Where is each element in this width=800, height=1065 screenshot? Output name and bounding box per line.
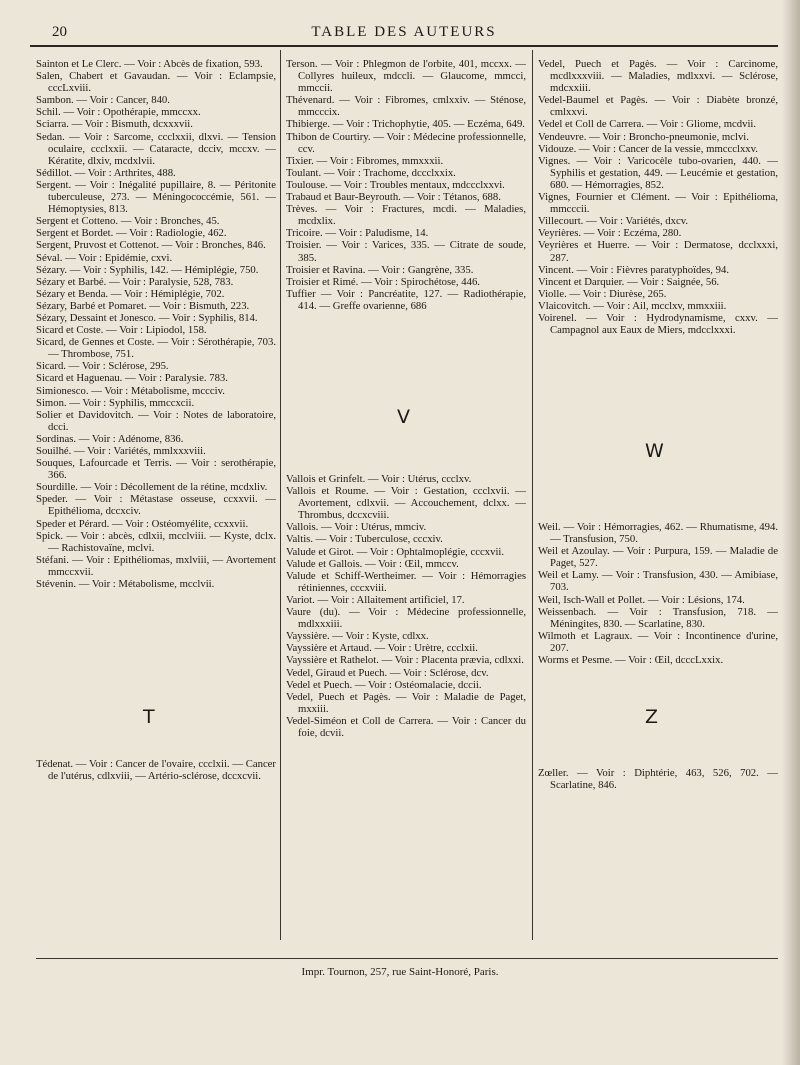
index-entry: Toulouse. — Voir : Troubles mentaux, mdccclxxvi. xyxy=(286,178,505,191)
index-entry: Vallois. — Voir : Utérus, mmciv. xyxy=(286,521,427,534)
index-entry: Thibierge. — Voir : Trichophytie, 405. — Eczéma, 649. xyxy=(286,118,525,131)
index-entry: Sézary et Barbé. — Voir : Paralysie, 528, 783. xyxy=(36,275,234,288)
index-entry: Voirenel. — Voir : Hydrodynamisme, cxxv. — Campagnol aux Eaux de Miers, mdcclxxxi. xyxy=(538,311,778,337)
column-divider-2 xyxy=(532,50,533,940)
index-entry: Troisier et Rimé. — Voir : Spirochétose, 446. xyxy=(286,275,480,288)
index-entry: Sicard et Haguenau. — Voir : Paralysie. 783. xyxy=(36,372,228,385)
index-entry: Tuffier — Voir : Pancréatite, 127. — Radiothérapie, 414. — Greffe ovarienne, 686 xyxy=(286,287,526,312)
index-entry: Vaure (du). — Voir : Médecine professionnelle, mdlxxxiii. xyxy=(286,606,526,631)
index-entry: Vayssière et Artaud. — Voir : Urètre, ccclxii. xyxy=(286,642,478,655)
index-entry: Vayssière et Rathelot. — Voir : Placenta prævia, cdlxxi. xyxy=(286,654,524,667)
index-entry: Variot. — Voir : Allaitement artificiel, 17. xyxy=(286,593,465,606)
index-entry: Thibon de Courtiry. — Voir : Médecine professionnelle, ccv. xyxy=(286,130,526,155)
page-header xyxy=(30,22,778,44)
index-entry: Trabaud et Baur-Beyrouth. — Voir : Tétanos, 688. xyxy=(286,191,501,204)
index-entry: Sergent et Bordet. — Voir : Radiologie, 462. xyxy=(36,227,227,240)
index-entry: Solier et Davidovitch. — Voir : Notes de laboratoire, dcci. xyxy=(36,408,276,433)
index-entry: Vlaicovitch. — Voir : Ail, mcclxv, mmxxiii. xyxy=(538,299,727,312)
index-entry: Séval. — Voir : Epidémie, cxvi. xyxy=(36,251,173,264)
column-3 xyxy=(538,58,778,948)
index-entry: Valude et Girot. — Voir : Ophtalmoplégie, cccxvii. xyxy=(286,545,505,558)
index-entry: Sourdille. — Voir : Décollement de la rétine, mcdxliv. xyxy=(36,481,268,494)
page-edge-shadow xyxy=(782,0,800,1065)
column-1-entries xyxy=(36,58,276,590)
section-t-entries xyxy=(36,758,276,798)
index-entry: Vendeuvre. — Voir : Broncho-pneumonie, mclvi. xyxy=(538,130,749,143)
index-entry: Valtis. — Voir : Tuberculose, cccxiv. xyxy=(286,533,443,546)
index-entry: Wilmoth et Lagraux. — Voir : Incontinence d'urine, 207. xyxy=(538,629,778,654)
index-entry: Sedan. — Voir : Sarcome, ccclxxii, dlxvi. — Tension oculaire, ccclxxii. — Cataracte, dcciv, mccxv. — Kératite, dlxiv, mcdxlvii. xyxy=(36,130,276,167)
index-entry: Vedel, Puech et Pagès. — Voir : Maladie de Paget, mxxiii. xyxy=(286,690,526,715)
index-entry: Simon. — Voir : Syphilis, mmccxcii. xyxy=(36,396,195,409)
section-z-entries xyxy=(538,767,778,807)
column-1 xyxy=(36,58,276,948)
section-letter-v: V xyxy=(397,406,410,428)
index-entry: Vayssière. — Voir : Kyste, cdlxx. xyxy=(286,630,429,643)
section-v-entries xyxy=(286,473,526,803)
index-entry: Weil et Azoulay. — Voir : Purpura, 159. — Maladie de Paget, 527. xyxy=(538,545,778,570)
section-letter-w: W xyxy=(645,440,664,462)
index-entry: Sergent, Pruvost et Cottenot. — Voir : Bronches, 846. xyxy=(36,239,266,252)
index-entry: Souilhé. — Voir : Variétés, mmlxxxviii. xyxy=(36,445,206,457)
index-entry: Spick. — Voir : abcès, cdlxii, mcclviii. — Kyste, dclx. — Rachistovaïne, mclvi. xyxy=(36,529,276,554)
index-entry: Sordinas. — Voir : Adénome, 836. xyxy=(36,432,184,445)
index-entry: Worms et Pesme. — Voir : Œil, dcccLxxix. xyxy=(538,654,724,667)
index-entry: Sicard, de Gennes et Coste. — Voir : Sérothérapie, 703. — Thrombose, 751. xyxy=(36,336,276,361)
index-entry: Veyrières. — Voir : Eczéma, 280. xyxy=(538,227,682,240)
section-letter-z: Z xyxy=(645,706,659,728)
index-entry: Souques, Lafourcade et Terris. — Voir : serothérapie, 366. xyxy=(36,457,276,482)
section-letter-t: T xyxy=(143,706,155,728)
index-entry: Tixier. — Voir : Fibromes, mmxxxii. xyxy=(286,154,444,167)
footer-rule xyxy=(36,958,778,959)
index-entry: Thévenard. — Voir : Fibromes, cmlxxiv. — Sténose, mmcccix. xyxy=(286,94,526,119)
index-entry: Vincent et Darquier. — Voir : Saignée, 56. xyxy=(538,275,720,288)
index-entry: Weil, Isch-Wall et Pollet. — Voir : Lésions, 174. xyxy=(538,593,745,606)
index-entry: Terson. — Voir : Phlegmon de l'orbite, 401, mccxx. — Collyres huileux, mdccli. — Glaucome, mmcci, mmccii. xyxy=(286,58,526,95)
index-entry: Sergent et Cotteno. — Voir : Bronches, 45. xyxy=(36,215,220,228)
page-title: TABLE DES AUTEURS xyxy=(311,24,497,40)
index-entry: Sainton et Le Clerc. — Voir : Abcès de fixation, 593. xyxy=(36,58,263,70)
index-entry: Tédenat. — Voir : Cancer de l'ovaire, ccclxii. — Cancer de l'utérus, cdlxviii, — Artério-sclérose, dccxcvii. xyxy=(36,758,276,783)
index-entry: Tricoire. — Voir : Paludisme, 14. xyxy=(286,227,429,240)
column-divider-1 xyxy=(280,50,281,940)
index-entry: Trèves. — Voir : Fractures, mcdi. — Maladies, mcdxlix. xyxy=(286,203,526,228)
index-entry: Zœller. — Voir : Diphtérie, 463, 526, 702. — Scarlatine, 846. xyxy=(538,767,778,792)
index-entry: Villecourt. — Voir : Variétés, dxcv. xyxy=(538,215,689,228)
index-entry: Veyrières et Huerre. — Voir : Dermatose, dcclxxxi, 287. xyxy=(538,239,778,264)
index-entry: Weissenbach. — Voir : Transfusion, 718. — Méningites, 830. — Scarlatine, 830. xyxy=(538,605,778,630)
index-entry: Stévenin. — Voir : Métabolisme, mcclvii. xyxy=(36,578,215,591)
index-entry: Vallois et Grinfelt. — Voir : Utérus, ccclxv. xyxy=(286,473,472,485)
index-entry: Sézary, Barbé et Pomaret. — Voir : Bismuth, 223. xyxy=(36,299,250,312)
index-entry: Vignes. — Voir : Varicocèle tubo-ovarien, 440. — Syphilis et gestation, 449. — Leucémie et gestation, 680. — Hémorragies, 852. xyxy=(538,154,778,191)
index-entry: Vincent. — Voir : Fièvres paratyphoïdes, 94. xyxy=(538,263,730,276)
index-entry: Sicard. — Voir : Sclérose, 295. xyxy=(36,360,169,373)
index-entry: Vignes, Fournier et Clément. — Voir : Epithélioma, mmcccii. xyxy=(538,191,778,216)
index-entry: Weil et Lamy. — Voir : Transfusion, 430. — Amibiase, 703. xyxy=(538,569,778,594)
column-3-entries xyxy=(538,58,778,336)
index-entry: Speder. — Voir : Métastase osseuse, ccxxvii. — Epithélioma, dccxciv. xyxy=(36,493,276,518)
index-entry: Sézary. — Voir : Syphilis, 142. — Hémiplégie, 750. xyxy=(36,263,259,276)
index-entry: Schil. — Voir : Opothérapie, mmccxx. xyxy=(36,106,201,119)
index-entry: Vedel, Puech et Pagès. — Voir : Carcinome, mcdlxxxviii. — Maladies, mdlxxvi. — Sclérose, mdcxxiii. xyxy=(538,58,778,95)
index-entry: Vedel et Coll de Carrera. — Voir : Gliome, mcdvii. xyxy=(538,118,757,131)
index-entry: Valude et Schiff-Wertheimer. — Voir : Hémorragies rétiniennes, cccxviii. xyxy=(286,569,526,594)
index-entry: Vallois et Roume. — Voir : Gestation, ccclxvii. — Avortement, cdlxvii. — Accouchement, dclxx. — Thrombus, dccxcviii. xyxy=(286,485,526,522)
section-w-entries xyxy=(538,521,778,701)
index-entry: Toulant. — Voir : Trachome, dccclxxix. xyxy=(286,166,456,179)
index-entry: Troisier et Ravina. — Voir : Gangrène, 335. xyxy=(286,263,474,276)
index-entry: Speder et Pérard. — Voir : Ostéomyélite, ccxxvii. xyxy=(36,517,249,530)
page-number: 20 xyxy=(52,24,67,40)
index-entry: Sergent. — Voir : Inégalité pupillaire, 8. — Péritonite tuberculeuse, 273. — Méningococcémie, 561. — Hémoptysies, 813. xyxy=(36,178,276,216)
index-entry: Troisier. — Voir : Varices, 335. — Citrate de soude, 385. xyxy=(286,239,526,264)
index-entry: Simionesco. — Voir : Métabolisme, mccciv. xyxy=(36,384,225,397)
index-entry: Valude et Gallois. — Voir : Œil, mmccv. xyxy=(286,557,459,570)
index-entry: Sambon. — Voir : Cancer, 840. xyxy=(36,94,170,107)
index-entry: Stéfani. — Voir : Epithéliomas, mxlviii, — Avortement mmccxvii. xyxy=(36,553,276,578)
index-entry: Sézary, Dessaint et Jonesco. — Voir : Syphilis, 814. xyxy=(36,311,258,324)
index-entry: Sédillot. — Voir : Arthrites, 488. xyxy=(36,166,176,179)
index-entry: Sicard et Coste. — Voir : Lipiodol, 158. xyxy=(36,324,207,337)
index-entry: Sézary et Benda. — Voir : Hémiplégie, 702. xyxy=(36,287,225,300)
index-entry: Vedel-Baumel et Pagès. — Voir : Diabète bronzé, cmlxxvi. xyxy=(538,94,778,119)
printer-imprint: Impr. Tournon, 257, rue Saint-Honoré, Paris. xyxy=(301,966,499,978)
index-entry: Weil. — Voir : Hémorragies, 462. — Rhumatisme, 494. — Transfusion, 750. xyxy=(538,521,778,546)
column-2-entries xyxy=(286,58,526,312)
index-entry: Vedel-Siméon et Coll de Carrera. — Voir : Cancer du foie, dcvii. xyxy=(286,714,526,739)
index-entry: Vedel et Puech. — Voir : Ostéomalacie, dccii. xyxy=(286,678,482,691)
index-entry: Vidouze. — Voir : Cancer de la vessie, mmccclxxv. xyxy=(538,142,758,155)
header-rule xyxy=(30,45,778,47)
index-entry: Salen, Chabert et Gavaudan. — Voir : Eclampsie, cccLxviii. xyxy=(36,70,276,95)
index-entry: Vedel, Giraud et Puech. — Voir : Sclérose, dcv. xyxy=(286,666,489,679)
index-entry: Violle. — Voir : Diurèse, 265. xyxy=(538,287,667,300)
index-entry: Sciarra. — Voir : Bismuth, dcxxxvii. xyxy=(36,118,193,131)
